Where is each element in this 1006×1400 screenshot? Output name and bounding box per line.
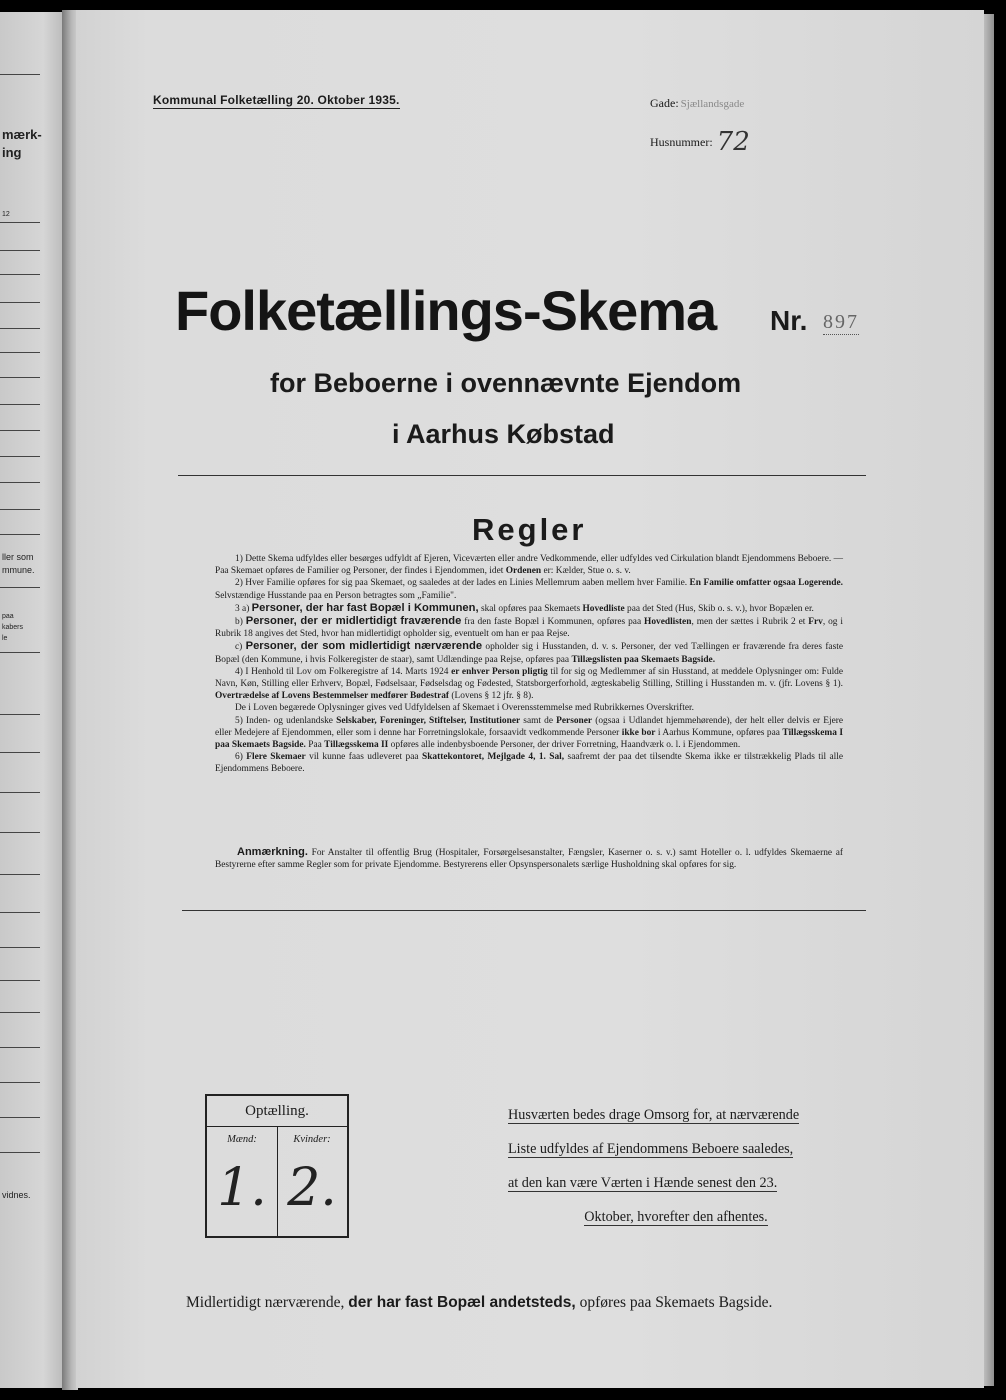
left-page-text: paa: [2, 613, 14, 620]
street-field: [650, 96, 744, 111]
women-label: Kvinder:: [293, 1134, 331, 1145]
street-label: Gade:: [650, 96, 679, 110]
men-count: 1.: [217, 1158, 267, 1218]
previous-page-edge: [0, 12, 62, 1388]
rules-heading: Regler: [472, 512, 587, 547]
notice-line: Oktober, hvorefter den afhentes.: [584, 1209, 768, 1225]
remark-text: For Anstalter til offentlig Brug (Hospitaler, Forsørgelsesanstalter, Fængsler, Kaserner o. s. v.) samt Hoteller o. l. udfyldes Skemaerne af Bestyrerne efter samme Regler som for private Ejendomme. Bestyrerens eller Opsynspersonalets særlige Husholdning skal opføres for sig.: [215, 848, 844, 871]
census-title: Kommunal Folketælling 20. Oktober 1935.: [153, 93, 400, 107]
left-page-text: mmune.: [2, 565, 35, 575]
footer-note: [186, 1294, 772, 1312]
form-subtitle: for Beboerne i ovennævnte Ejendom: [270, 368, 742, 398]
notice-line: at den kan være Værten i Hænde senest den 23.: [508, 1175, 778, 1191]
form-subtitle-city: i Aarhus Købstad: [392, 419, 615, 449]
form-title: Folketællings-Skema: [175, 279, 717, 342]
rule-1: 1) Dette Skema udfyldes eller besørges udfyldt af Ejeren, Viceværten eller andre Vedkommende, eller udfyldes ved Cirkulation blandt Ejendommens Beboere. — Paa Skemaet opføres de Familier og Personer, der findes i Ejendommen, idet Ordenen er: Kælder, Stue o. s. v.: [215, 554, 843, 577]
left-page-text: kabers: [2, 624, 24, 631]
divider: [182, 910, 866, 911]
notice-line: Husværten bedes drage Omsorg for, at nærværende: [508, 1107, 800, 1123]
left-page-text: 12: [2, 211, 10, 218]
rules-text: [215, 553, 843, 776]
rule-4: 4) I Henhold til Lov om Folkeregistre af 14. Marts 1924 er enhver Person pligtig til for sig og Medlemmer af sin Husstand, at meddele Oplysninger om: Fulde Navn, Køn, Stilling eller Erhverv, Bopæl, Fødselsaar, Fødselsdag og Fødested, Statsborgerforhold, ægteskabelig Stilling, Stilling i Husstanden m. v. (jfr. Lovens § 1). Overtrædelse af Lovens Bestemmelser medfører Bødestraf (Lovens § 12 jfr. § 8).: [215, 666, 844, 702]
divider: [178, 475, 866, 476]
footer-text: Midlertidigt nærværende,: [186, 1294, 345, 1311]
form-number-label: Nr.: [770, 305, 808, 336]
notice-line: Liste udfyldes af Ejendommens Beboere saaledes,: [508, 1141, 794, 1157]
left-page-text: mærk-: [2, 127, 42, 142]
rule-3a: 3 a) Personer, der har fast Bopæl i Kommunen, skal opføres paa Skemaets Hovedliste paa det Sted (Hus, Skib o. s. v.), hvor Bopælen er.: [235, 601, 814, 614]
left-page-text: ller som: [2, 552, 34, 562]
women-count: 2.: [287, 1158, 337, 1218]
footer-bold-text: der har fast Bopæl andetsteds,: [348, 1294, 576, 1311]
left-page-text: le: [2, 635, 8, 642]
house-number-field: [650, 123, 750, 157]
remark-paragraph: [215, 846, 843, 871]
left-page-text: vidnes.: [2, 1190, 31, 1200]
rule-3b: b) Personer, der er midlertidigt fraværende fra den faste Bopæl i Kommunen, opføres paa Hovedlisten, men der sættes i Rubrik 2 et Frv, og i Rubrik 18 angives det Sted, hvor han midlertidigt opholder sig, eventuelt om han er paa Rejse.: [215, 615, 844, 640]
remark-label: Anmærkning.: [237, 846, 308, 858]
page-edge-shadow: [984, 14, 994, 1386]
house-number-label: Husnummer:: [650, 135, 713, 149]
count-title: Optælling.: [207, 1096, 347, 1127]
left-page-text: ing: [2, 145, 22, 160]
street-value: Sjællandsgade: [680, 98, 745, 110]
house-number-value: 72: [716, 127, 750, 157]
rule-2: 2) Hver Familie opføres for sig paa Skemaet, og saaledes at der lades en Linies Mellemrum aaben mellem hver Familie. En Familie omfatter ogsaa Logerende. Selvstændige Husstande paa en Person betragtes som „Familie".: [215, 578, 843, 601]
landlord-notice: [508, 1098, 844, 1234]
rule-4-note: De i Loven begærede Oplysninger gives ved Udfyldelsen af Skemaet i Overensstemmelse med Rubrikkernes Overskrifter.: [235, 703, 694, 714]
rule-6: 6) Flere Skemaer vil kunne faas udleveret paa Skattekontoret, Mejlgade 4, 1. Sal, saafremt der paa det tilsendte Skema ikke er tilstrækkelig Plads til alle Ejendommens Beboere.: [215, 752, 844, 775]
form-number-value: 897: [823, 311, 859, 333]
rule-5: 5) Inden- og udenlandske Selskaber, Foreninger, Stiftelser, Institutioner samt de Personer (ogsaa i Udlandet hjemmehørende), der helt eller delvis er Ejere eller Medejere af Ejendommen, eller som i denne har Forretningslokale, forsaavidt vedkommende Personer ikke bor i Aarhus Kommune, opføres paa Tillægsskema I paa Skemaets Bagside. Paa Tillægsskema II opføres alle indenbysboende Personer, der driver Forretning, Haandværk o. l. i Ejendommen.: [215, 715, 844, 751]
count-box: [205, 1094, 349, 1238]
footer-text: opføres paa Skemaets Bagside.: [579, 1294, 773, 1311]
men-label: Mænd:: [227, 1134, 257, 1145]
rule-3c: c) Personer, der som midlertidigt nærværende opholder sig i Husstanden, d. v. s. Personer, der ved Tællingen er fraværende fra deres faste Bopæl (den Kommune, i hvis Folkeregister de staar), samt Udlændinge paa Rejse, opføres paa Tillægslisten paa Skemaets Bagside.: [215, 640, 844, 665]
